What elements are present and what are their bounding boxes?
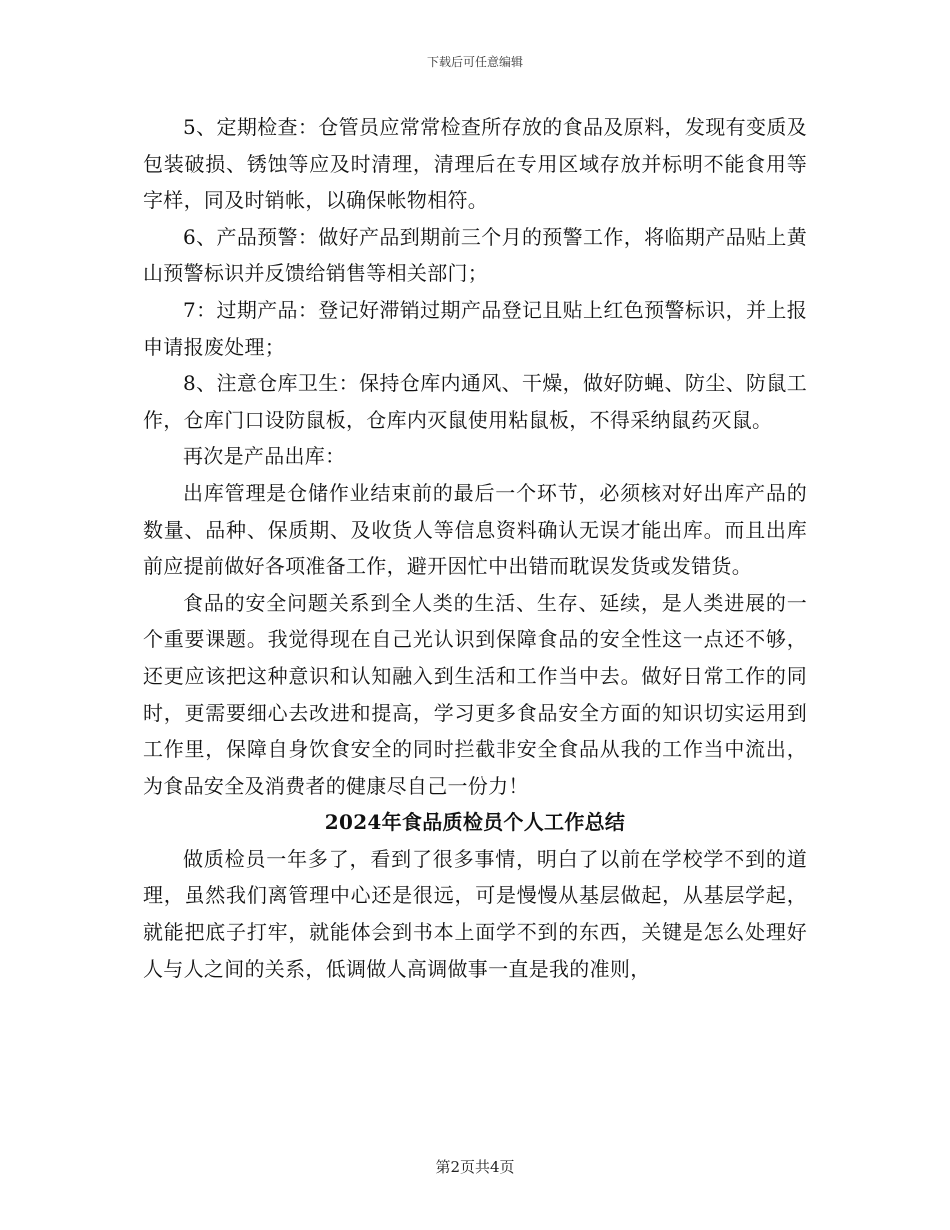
paragraph-product-warning: 6、产品预警：做好产品到期前三个月的预警工作，将临期产品贴上黄山预警标识并反馈给销售等相关部门；	[143, 224, 807, 286]
paragraph-outbound-heading: 再次是产品出库：	[183, 444, 346, 469]
paragraph-regular-inspection: 5、定期检查：仓管员应常常检查所存放的食品及原料，发现有变质及包装破损、锈蚀等应及时清理，清理后在专用区域存放并标明不能食用等字样，同及时销帐，以确保帐物相符。	[143, 115, 807, 213]
page-number: 第2页共4页	[435, 1158, 515, 1176]
paragraph-food-safety: 食品的安全问题关系到全人类的生活、生存、延续，是人类进展的一个重要课题。我觉得现在自己光认识到保障食品的安全性这一点还不够，还更应该把这种意识和认知融入到生活和工作当中去。做好日常工作的同时，更需要细心去改进和提高，学习更多食品安全方面的知识切实运用到工作里，保障自身饮食安全的同时拦截非安全食品从我的工作当中流出，为食品安全及消费者的健康尽自己一份力！	[143, 590, 807, 798]
document-body	[143, 109, 807, 987]
paragraph-outbound-management: 出库管理是仓储作业结束前的最后一个环节，必须核对好出库产品的数量、品种、保质期、及收货人等信息资料确认无误才能出库。而且出库前应提前做好各项准备工作，避开因忙中出错而耽误发货或发错货。	[143, 480, 807, 579]
paragraph-expired-products: 7：过期产品：登记好滞销过期产品登记且贴上红色预警标识，并上报申请报废处理；	[143, 297, 807, 359]
section-title: 2024年食品质检员个人工作总结	[324, 810, 626, 835]
paragraph-warehouse-hygiene: 8、注意仓库卫生：保持仓库内通风、干燥，做好防蝇、防尘、防鼠工作，仓库门口设防鼠板，仓库内灭鼠使用粘鼠板，不得采纳鼠药灭鼠。	[143, 371, 807, 432]
header-note: 下载后可任意编辑	[426, 55, 523, 69]
paragraph-inspector-summary: 做质检员一年多了，看到了很多事情，明白了以前在学校学不到的道理，虽然我们离管理中心还是很远，可是慢慢从基层做起，从基层学起，就能把底子打牢，就能体会到书本上面学不到的东西，关键是怎么处理好人与人之间的关系，低调做人高调做事一直是我的准则，	[143, 846, 807, 981]
